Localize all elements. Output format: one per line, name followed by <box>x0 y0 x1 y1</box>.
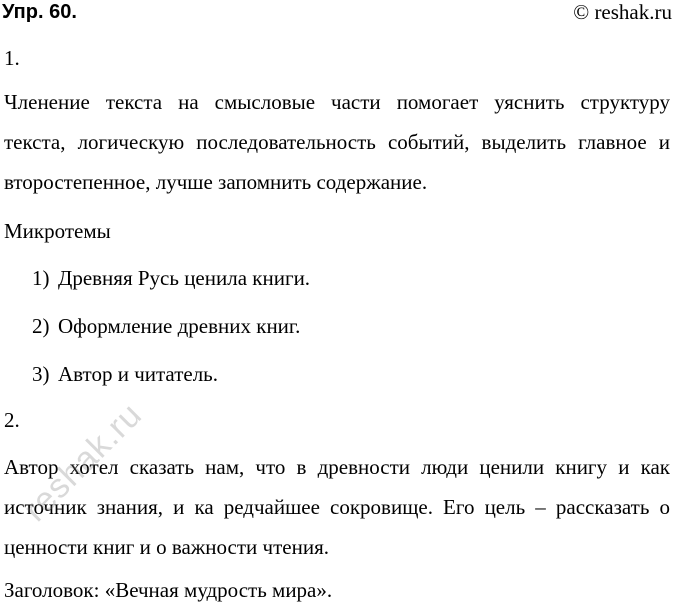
paragraph-line: текста, логическую последовательность событий, выделить главное и <box>4 130 670 154</box>
title-line: Заголовок: «Вечная мудрость мира». <box>4 578 333 602</box>
paragraph-line: источник знания, и ка редчайшее сокровище. Его цель – рассказать о <box>4 495 670 519</box>
microtopic-item <box>32 314 300 338</box>
list-marker: 1) <box>32 266 50 290</box>
paragraph-line: ценности книг и о важности чтения. <box>4 535 329 559</box>
microtopics-label: Микротемы <box>4 219 111 243</box>
section-2-number: 2. <box>4 408 20 432</box>
paragraph-line: второстепенное, лучше запомнить содержание. <box>4 170 428 194</box>
section-1-number: 1. <box>4 46 20 70</box>
watermark-text: reshak.ru <box>16 395 150 529</box>
site-credit: © reshak.ru <box>573 0 672 24</box>
microtopic-item <box>32 266 310 290</box>
microtopic-text: Оформление древних книг. <box>58 314 301 338</box>
list-marker: 3) <box>32 362 50 386</box>
section-2-paragraph <box>4 447 670 567</box>
microtopic-item <box>32 362 218 386</box>
microtopic-text: Автор и читатель. <box>58 362 219 386</box>
paragraph-line: Автор хотел сказать нам, что в древности люди ценили книгу и как <box>4 455 670 479</box>
header <box>2 0 672 24</box>
list-marker: 2) <box>32 314 50 338</box>
microtopic-text: Древняя Русь ценила книги. <box>58 266 311 290</box>
exercise-title: Упр. 60. <box>2 1 77 23</box>
paragraph-line: Членение текста на смысловые части помогает уяснить структуру <box>4 90 670 114</box>
section-1-paragraph <box>4 82 670 202</box>
